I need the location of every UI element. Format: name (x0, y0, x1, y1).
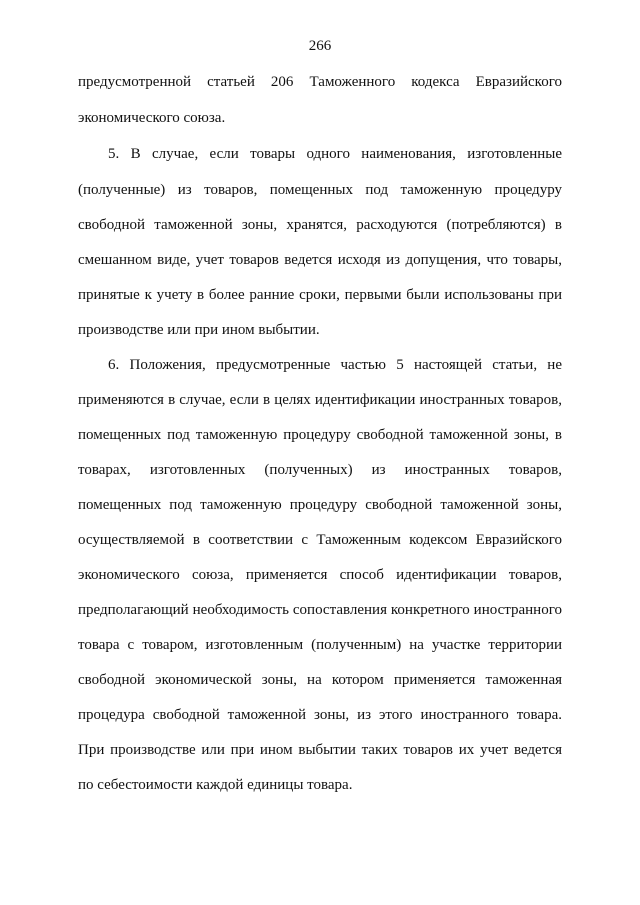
text-line-12: товарах, изготовленных (полученных) из иностранных товаров, (78, 462, 562, 478)
text-line-2: экономического союза. (78, 110, 226, 126)
text-line-11: помещенных под таможенную процедуру свободной таможенной зоны, в (78, 427, 562, 443)
text-line-7: принятые к учету в более ранние сроки, первыми были использованы при (78, 287, 562, 303)
text-line-3: 5. В случае, если товары одного наименования, изготовленные (108, 146, 562, 162)
text-line-21: по себестоимости каждой единицы товара. (78, 777, 353, 793)
text-line-19: процедура свободной таможенной зоны, из этого иностранного товара. (78, 707, 562, 723)
text-line-13: помещенных под таможенную процедуру свободной таможенной зоны, (78, 497, 562, 513)
text-line-6: смешанном виде, учет товаров ведется исходя из допущения, что товары, (78, 252, 562, 268)
text-line-1: предусмотренной статьей 206 Таможенного кодекса Евразийского (78, 74, 562, 90)
text-line-20: При производстве или при ином выбытии таких товаров их учет ведется (78, 742, 562, 758)
text-line-15: экономического союза, применяется способ идентификации товаров, (78, 567, 562, 583)
text-line-10: применяются в случае, если в целях идентификации иностранных товаров, (78, 392, 562, 408)
text-line-8: производстве или при ином выбытии. (78, 322, 320, 338)
text-line-14: осуществляемой в соответствии с Таможенным кодексом Евразийского (78, 532, 562, 548)
page-number: 266 (308, 38, 332, 54)
text-line-5: свободной таможенной зоны, хранятся, расходуются (потребляются) в (78, 217, 562, 233)
text-line-4: (полученные) из товаров, помещенных под таможенную процедуру (78, 182, 562, 198)
text-line-18: свободной экономической зоны, на котором применяется таможенная (78, 672, 562, 688)
text-line-9: 6. Положения, предусмотренные частью 5 настоящей статьи, не (108, 357, 562, 373)
text-line-16: предполагающий необходимость сопоставления конкретного иностранного (78, 602, 562, 618)
text-line-17: товара с товаром, изготовленным (полученным) на участке территории (78, 637, 562, 653)
